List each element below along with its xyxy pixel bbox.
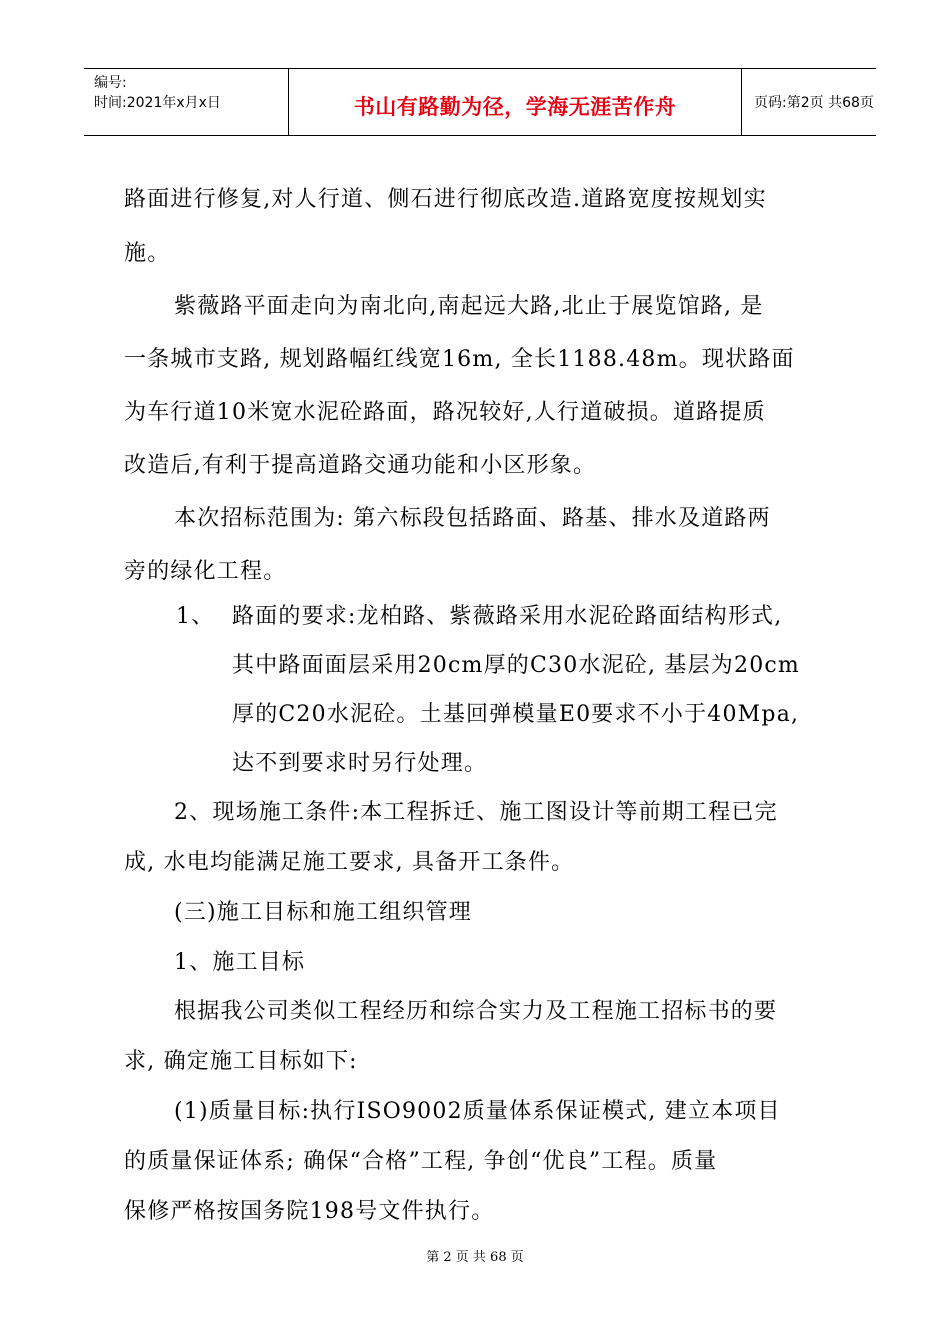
- header-number-label: 编号:: [94, 75, 127, 91]
- body-line: (1)质量目标:执行ISO9002质量体系保证模式, 建立本项目: [174, 1099, 781, 1124]
- body-line: 施。: [124, 241, 171, 266]
- body-line: 改造后,有利于提高道路交通功能和小区形象。: [124, 453, 597, 478]
- body-line: 达不到要求时另行处理。: [232, 751, 488, 776]
- page-footer: [0, 1246, 950, 1265]
- body-line: 求, 确定施工目标如下:: [124, 1049, 358, 1074]
- header-meta: [84, 69, 288, 135]
- body-line: 厚的C20水泥砼。土基回弹模量E0要求不小于40Mpa,: [232, 702, 800, 727]
- body-line: 其中路面面层采用20cm厚的C30水泥砼, 基层为20cm: [232, 653, 800, 678]
- header-time-label: 时间:2021年x月x日: [94, 95, 221, 111]
- body-line: 根据我公司类似工程经历和综合实力及工程施工招标书的要: [174, 999, 778, 1024]
- body-line: 紫薇路平面走向为南北向,南起远大路,北止于展览馆路, 是: [174, 294, 764, 319]
- header-motto: 书山有路勤为径，学海无涯苦作舟: [353, 95, 677, 119]
- header-page-label: 页码:第2页 共68页: [754, 95, 874, 111]
- header-motto-cell: [288, 69, 742, 135]
- subsection-heading: 1、施工目标: [174, 950, 306, 975]
- body-line: 的质量保证体系; 确保“合格”工程, 争创“优良”工程。质量: [124, 1149, 718, 1174]
- body-line: 一条城市支路, 规划路幅红线宽16m, 全长1188.48m。现状路面: [124, 347, 795, 372]
- header-page-cell: [742, 69, 876, 135]
- body-line: 旁的绿化工程。: [124, 559, 287, 584]
- footer-page-number: 第 2 页 共 68 页: [426, 1250, 524, 1265]
- body-line: 路面的要求:龙柏路、紫薇路采用水泥砼路面结构形式,: [232, 604, 783, 629]
- body-line: 为车行道10米宽水泥砼路面，路况较好,人行道破损。道路提质: [124, 400, 766, 425]
- page-header: [84, 68, 876, 136]
- body-line: 路面进行修复,对人行道、侧石进行彻底改造.道路宽度按规划实: [124, 187, 767, 212]
- body-line: 2、现场施工条件:本工程拆迁、施工图设计等前期工程已完: [174, 800, 778, 825]
- body-line: 成, 水电均能满足施工要求, 具备开工条件。: [124, 850, 575, 875]
- body-line: 本次招标范围为: 第六标段包括路面、路基、排水及道路两: [174, 506, 771, 531]
- body-line: 保修严格按国务院198号文件执行。: [124, 1199, 495, 1224]
- list-marker: 1、: [176, 604, 215, 629]
- section-heading: (三)施工目标和施工组织管理: [174, 900, 472, 925]
